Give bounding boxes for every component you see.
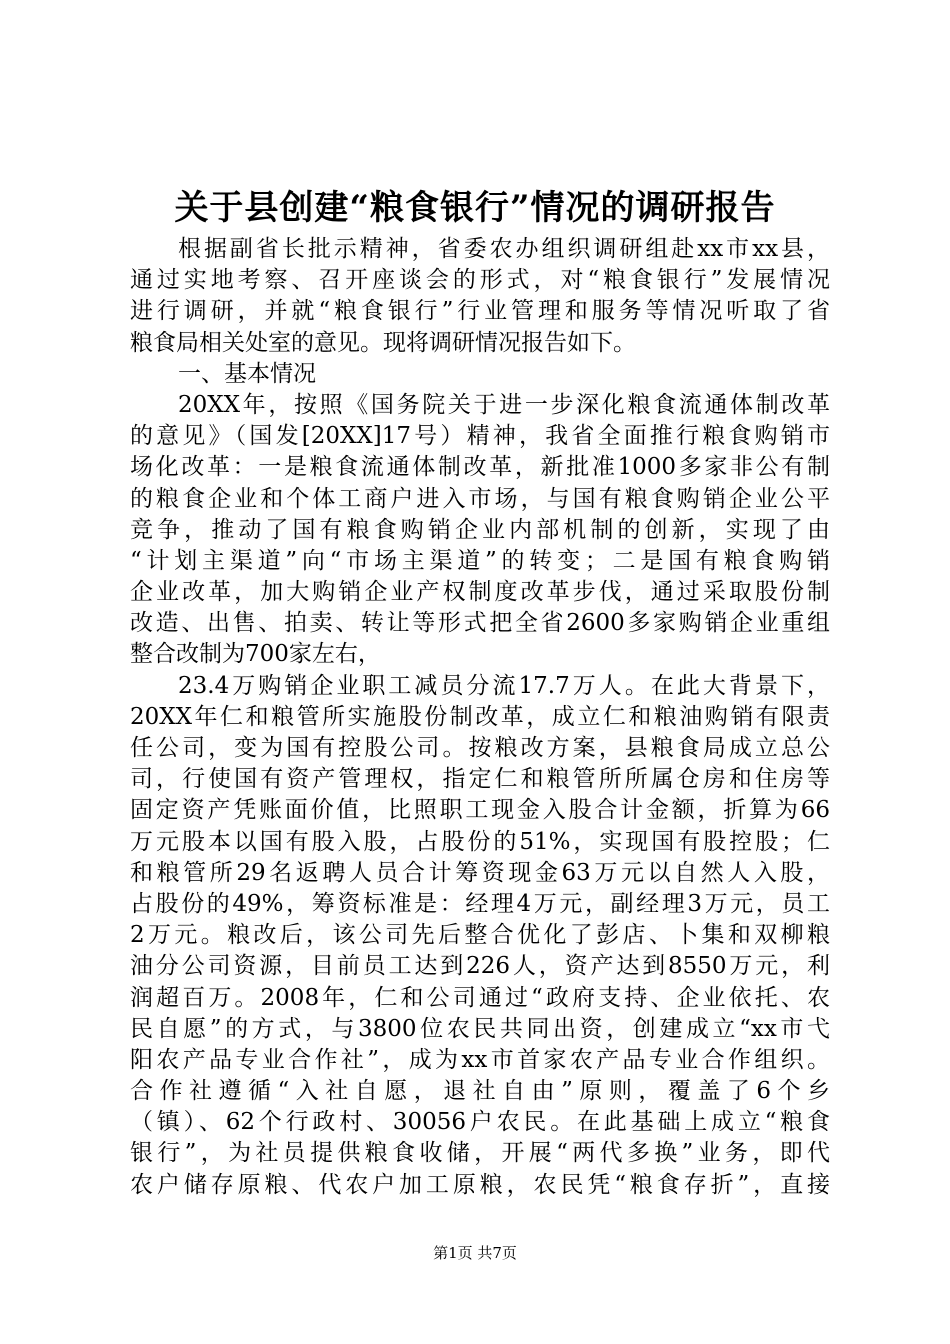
paragraph-line: 20XX年，按照《国务院关于进一步深化粮食流通体制改革 [178, 391, 830, 418]
paragraph-line: 整合改制为700家左右， [130, 641, 381, 668]
paragraph-line: 农户储存原粮、代农户加工原粮，农民凭“粮食存折”，直接 [130, 1171, 830, 1198]
paragraph-line: 银行”，为社员提供粮食收储，开展“两代多换”业务，即代 [130, 1140, 830, 1167]
paragraph-line: 粮食局相关处室的意见。现将调研情况报告如下。 [130, 329, 636, 356]
document-title: 关于县创建“粮食银行”情况的调研报告 [174, 188, 776, 228]
paragraph-line: 油分公司资源，目前员工达到226人，资产达到8550万元，利 [130, 953, 830, 980]
paragraph-line: 的粮食企业和个体工商户进入市场，与国有粮食购销企业公平 [130, 485, 830, 512]
paragraph-line: 2万元。粮改后，该公司先后整合优化了彭店、卜集和双柳粮 [130, 922, 830, 949]
paragraph-line: 万元股本以国有股入股，占股份的51%，实现国有股控股；仁 [130, 828, 830, 855]
paragraph-line: 23.4万购销企业职工减员分流17.7万人。在此大背景下， [178, 672, 830, 699]
paragraph-line: 民自愿”的方式，与3800位农民共同出资，创建成立“xx市弋 [130, 1015, 830, 1042]
paragraph-line: 竞争，推动了国有粮食购销企业内部机制的创新，实现了由 [130, 516, 830, 543]
paragraph-line: 20XX年仁和粮管所实施股份制改革，成立仁和粮油购销有限责 [130, 703, 830, 730]
section-heading: 一、基本情况 [178, 360, 316, 387]
paragraph-line: 合作社遵循“入社自愿，退社自由”原则，覆盖了6个乡 [130, 1078, 830, 1105]
paragraph-line: 的意见》（国发[20XX]17号）精神，我省全面推行粮食购销市 [130, 423, 830, 450]
paragraph-line: 阳农产品专业合作社”，成为xx市首家农产品专业合作组织。 [130, 1046, 830, 1073]
paragraph-line: 和粮管所29名返聘人员合计筹资现金63万元以自然人入股， [130, 859, 830, 886]
paragraph-line: 司，行使国有资产管理权，指定仁和粮管所所属仓房和住房等 [130, 766, 830, 793]
paragraph-line: 根据副省长批示精神，省委农办组织调研组赴xx市xx县， [178, 236, 830, 262]
paragraph-line: 企业改革，加大购销企业产权制度改革步伐，通过采取股份制 [130, 579, 830, 606]
page-footer: 第1页 共7页 [433, 1244, 517, 1262]
paragraph-line: 进行调研，并就“粮食银行”行业管理和服务等情况听取了省 [130, 298, 830, 325]
paragraph-line: 场化改革：一是粮食流通体制改革，新批准1000多家非公有制 [130, 454, 830, 481]
paragraph-line: （镇）、62个行政村、30056户农民。在此基础上成立“粮食 [130, 1109, 830, 1136]
paragraph-line: 任公司，变为国有控股公司。按粮改方案，县粮食局成立总公 [130, 735, 830, 761]
paragraph-line: “计划主渠道”向“市场主渠道”的转变；二是国有粮食购销 [130, 547, 830, 574]
document-body [130, 234, 830, 1201]
paragraph-line: 润超百万。2008年，仁和公司通过“政府支持、企业依托、农 [130, 984, 830, 1011]
paragraph-line: 占股份的49%，筹资标准是：经理4万元，副经理3万元，员工 [130, 890, 830, 917]
paragraph-line: 改造、出售、拍卖、转让等形式把全省2600多家购销企业重组 [130, 610, 830, 637]
paragraph-line: 通过实地考察、召开座谈会的形式，对“粮食银行”发展情况 [130, 267, 830, 294]
paragraph-line: 固定资产凭账面价值，比照职工现金入股合计金额，折算为66 [130, 797, 830, 824]
